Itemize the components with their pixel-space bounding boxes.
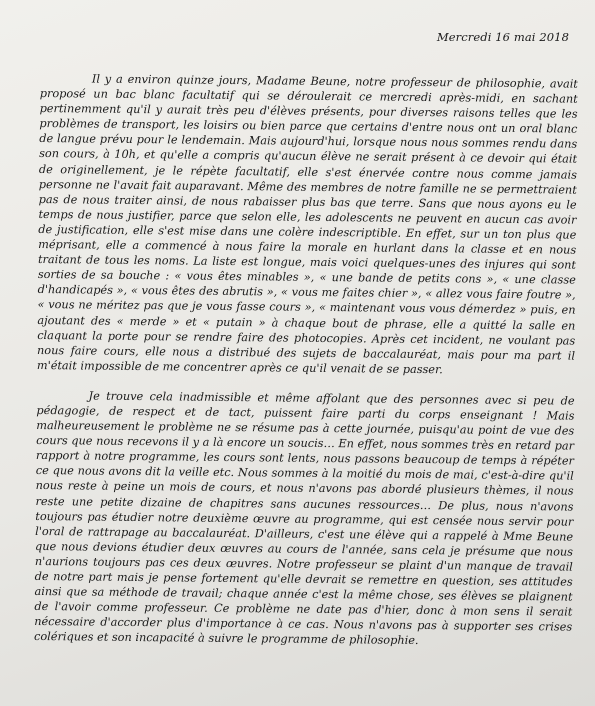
letter-date: Mercredi 16 mai 2018 <box>436 30 569 44</box>
letter-body <box>34 71 578 650</box>
paragraph-complaint: Je trouve cela inadmissible et même affolant que des personnes avec si peu de pédagogie, de respect et de tact, puissent faire parti du corps enseignant ! Mais malheureusement le problème ne se résume pas à cette journée, puisqu'au point de vue des cours que nous recevons il y a là encore un soucis… En effet, nous sommes très en retard par rapport à notre programme, les cours sont lents, nous passons beaucoup de temps à répéter ce que nous avons dit la veille etc. Nous sommes à la moitié du mois de mai, c'est-à-dire qu'il nous reste à peine un mois de cours, et nous n'avons pas abordé plusieurs thèmes, il nous reste une petite dizaine de chapitres sans aucunes ressources… De plus, nous n'avons toujours pas étudier notre deuxième œuvre au programme, qui est censée nous servir pour l'oral de rattrapage au baccalauréat. D'ailleurs, c'est une élève qui a rappelé à Mme Beune que nous devions étudier deux œuvres au cours de l'année, sans cela je présume que nous n'aurions toujours pas ces deux œuvres. Notre professeur se plaint d'un manque de travail de notre part mais je pense fortement qu'elle devrait se remettre en question, ses attitudes ainsi que sa méthode de travail; chaque année c'est la même chose, ses élèves se plaignent de l'avoir comme professeur. Ce problème ne date pas d'hier, donc à mon sens il serait nécessaire d'accorder plus d'importance à ce cas. Nous n'avons pas à supporter ses crises colériques et son incapacité à suivre le programme de philosophie. <box>34 389 575 648</box>
paragraph-incident: Il y a environ quinze jours, Madame Beune, notre professeur de philosophie, avait proposé un bac blanc facultatif qui se déroulerait ce mercredi après-midi, en sachant pertinemment qu'il y aurait très peu d'élèves présents, pour diverses raisons telles que les problèmes de transport, les loisirs ou bien parce que certains d'entre nous ont un oral blanc de langue prévu pour le lendemain. Mais aujourd'hui, lorsque nous nous sommes rendu dans son cours, à 10h, et qu'elle a compris qu'aucun élève ne serait présent à ce devoir qui était de originellement, je le répète facultatif, elle s'est énervée contre nous comme jamais personne ne l'avait fait auparavant. Même des membres de notre famille ne se permettraient pas de nous traiter ainsi, de nous rabaisser plus bas que terre. Sans que nous ayons eu le temps de nous justifier, parce que selon elle, les adolescents ne peuvent en aucun cas avoir de justification, elle s'est mise dans une colère indescriptible. En effet, sur un ton plus que méprisant, elle a commencé à nous faire la morale en hurlant dans la classe et en nous traitant de tous les noms. La liste est longue, mais voici quelques-unes des injures qui sont sorties de sa bouche : « vous êtes minables », « une bande de petits cons », « une classe d'handicapés », « vous êtes des abrutis », « vous me faites chier », « allez vous faire foutre », « vous ne méritez pas que je vous fasse cours », « maintenant vous vous démerdez » puis, en ajoutant des « merde » et « putain » à chaque bout de phrase, elle a quitté la salle en claquant la porte pour se rendre faire des photocopies. Après cet incident, ne voulant pas nous faire cours, elle nous a distribué des sujets de baccalauréat, mais pour ma part il m'était impossible de me concentrer après ce qu'il venait de se passer. <box>36 72 578 377</box>
